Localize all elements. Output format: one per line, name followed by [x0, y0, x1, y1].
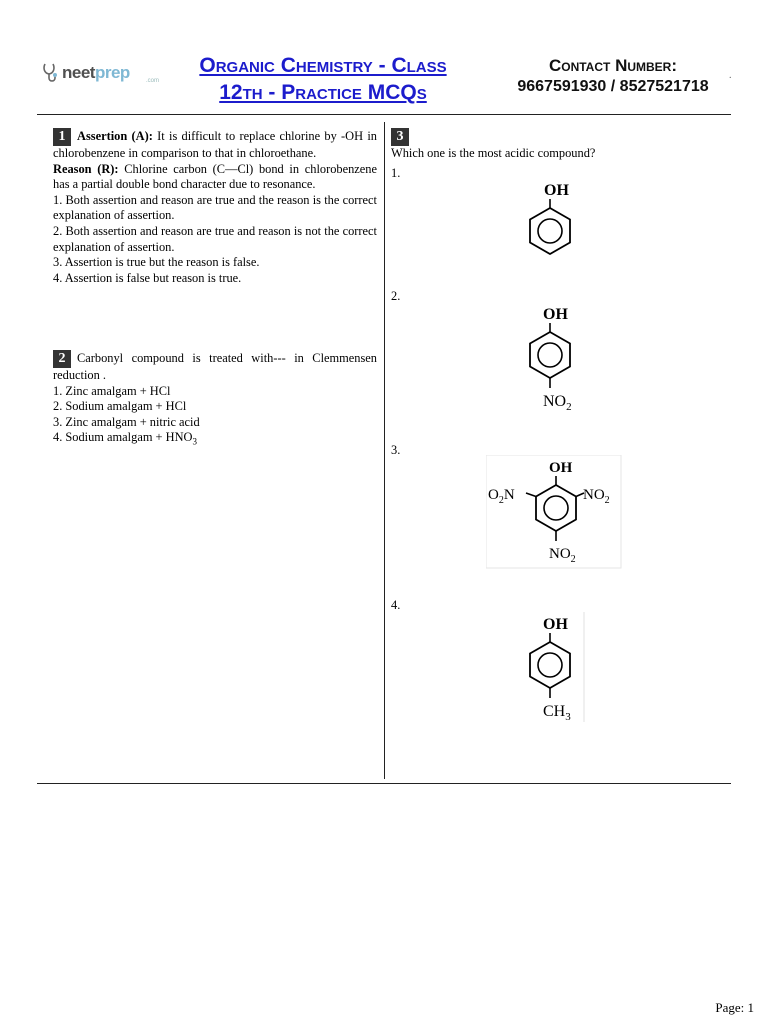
- aromatic-circle: [544, 496, 568, 520]
- contact-label: Contact Number:: [548, 56, 678, 75]
- option-4[interactable]: 4. Assertion is false but reason is true.: [53, 270, 242, 285]
- benzene-ring: [530, 332, 570, 378]
- page-number: Page: 1: [715, 1000, 754, 1015]
- header-dot: .: [729, 70, 732, 81]
- logo-text-neet: neet: [62, 63, 95, 82]
- column-divider: [384, 122, 385, 779]
- option-4[interactable]: [53, 430, 377, 450]
- aromatic-circle: [538, 653, 562, 677]
- contact-block: [500, 56, 726, 98]
- contact-numbers: 9667591930 / 8527521718: [517, 78, 709, 95]
- option-4-text: 4. Sodium amalgam + HNO: [53, 430, 193, 445]
- aromatic-circle: [538, 219, 562, 243]
- bottom-no2-label: $NO_2$: [549, 546, 576, 565]
- question-number-badge: 3: [391, 128, 409, 146]
- header-divider: [37, 114, 731, 115]
- option-4-subscript: 3: [192, 436, 197, 447]
- option-3-label[interactable]: 3.: [391, 443, 401, 457]
- no2-label: $NO_2$: [543, 393, 572, 413]
- left-no2-bond: [526, 493, 536, 497]
- option-1[interactable]: 1. Both assertion and reason are true and the reason is the correct explanation of assertion.: [53, 192, 377, 223]
- picric-acid-structure: [486, 455, 622, 569]
- logo-text-prep: prep: [94, 63, 130, 82]
- p-nitrophenol-structure: [515, 302, 595, 414]
- title-line-1: Organic Chemistry - Class: [199, 54, 447, 77]
- title-line-2: 12th - Practice MCQs: [219, 81, 427, 104]
- right-no2-label: $NO_2$: [583, 487, 610, 506]
- question-number-badge: 2: [53, 350, 71, 368]
- reason-text: Chlorine carbon (C—Cl) bond in chlorobenzene has a partial double bond character due to resonance.: [53, 161, 377, 192]
- option-2[interactable]: 2. Both assertion and reason are true and reason is not the correct explanation of assertion.: [53, 223, 377, 254]
- question-3: [391, 128, 721, 162]
- ch3-label: $CH_3$: [543, 703, 571, 723]
- phenol-structure: [515, 178, 585, 258]
- aromatic-circle: [538, 343, 562, 367]
- page-title[interactable]: [160, 52, 486, 106]
- benzene-ring: [530, 208, 570, 254]
- neetprep-logo: [42, 62, 160, 84]
- benzene-ring: [536, 485, 576, 531]
- option-3[interactable]: 3. Zinc amalgam + nitric acid: [53, 414, 200, 429]
- oh-label: OH: [549, 460, 573, 476]
- assertion-label: Assertion (A):: [77, 129, 153, 143]
- question-number-badge: 1: [53, 128, 71, 146]
- option-2[interactable]: 2. Sodium amalgam + HCl: [53, 399, 187, 414]
- assertion-text: It is difficult to replace chlorine by -OH in chlorobenzene in comparison to that in chloroethane.: [53, 129, 377, 160]
- footer-divider: [37, 783, 731, 784]
- stethoscope-icon: [42, 62, 60, 84]
- option-3[interactable]: 3. Assertion is true but the reason is false.: [53, 255, 260, 270]
- question-1: [53, 128, 377, 286]
- oh-label: OH: [543, 616, 568, 633]
- option-1-label[interactable]: 1.: [391, 166, 401, 180]
- question-stem: Which one is the most acidic compound?: [391, 146, 596, 160]
- left-no2-label: $O_2N$: [488, 487, 515, 506]
- option-2-label[interactable]: 2.: [391, 289, 401, 303]
- question-stem: Carbonyl compound is treated with--- in Clemmensen reduction .: [53, 351, 377, 382]
- question-2: [53, 350, 377, 450]
- oh-label: OH: [543, 306, 568, 323]
- oh-label: OH: [544, 182, 569, 199]
- option-1[interactable]: 1. Zinc amalgam + HCl: [53, 383, 171, 398]
- benzene-ring: [530, 642, 570, 688]
- logo-text-com: .com: [146, 78, 160, 84]
- option-4-label[interactable]: 4.: [391, 598, 401, 612]
- reason-label: Reason (R):: [53, 161, 119, 176]
- p-cresol-structure: [515, 612, 587, 724]
